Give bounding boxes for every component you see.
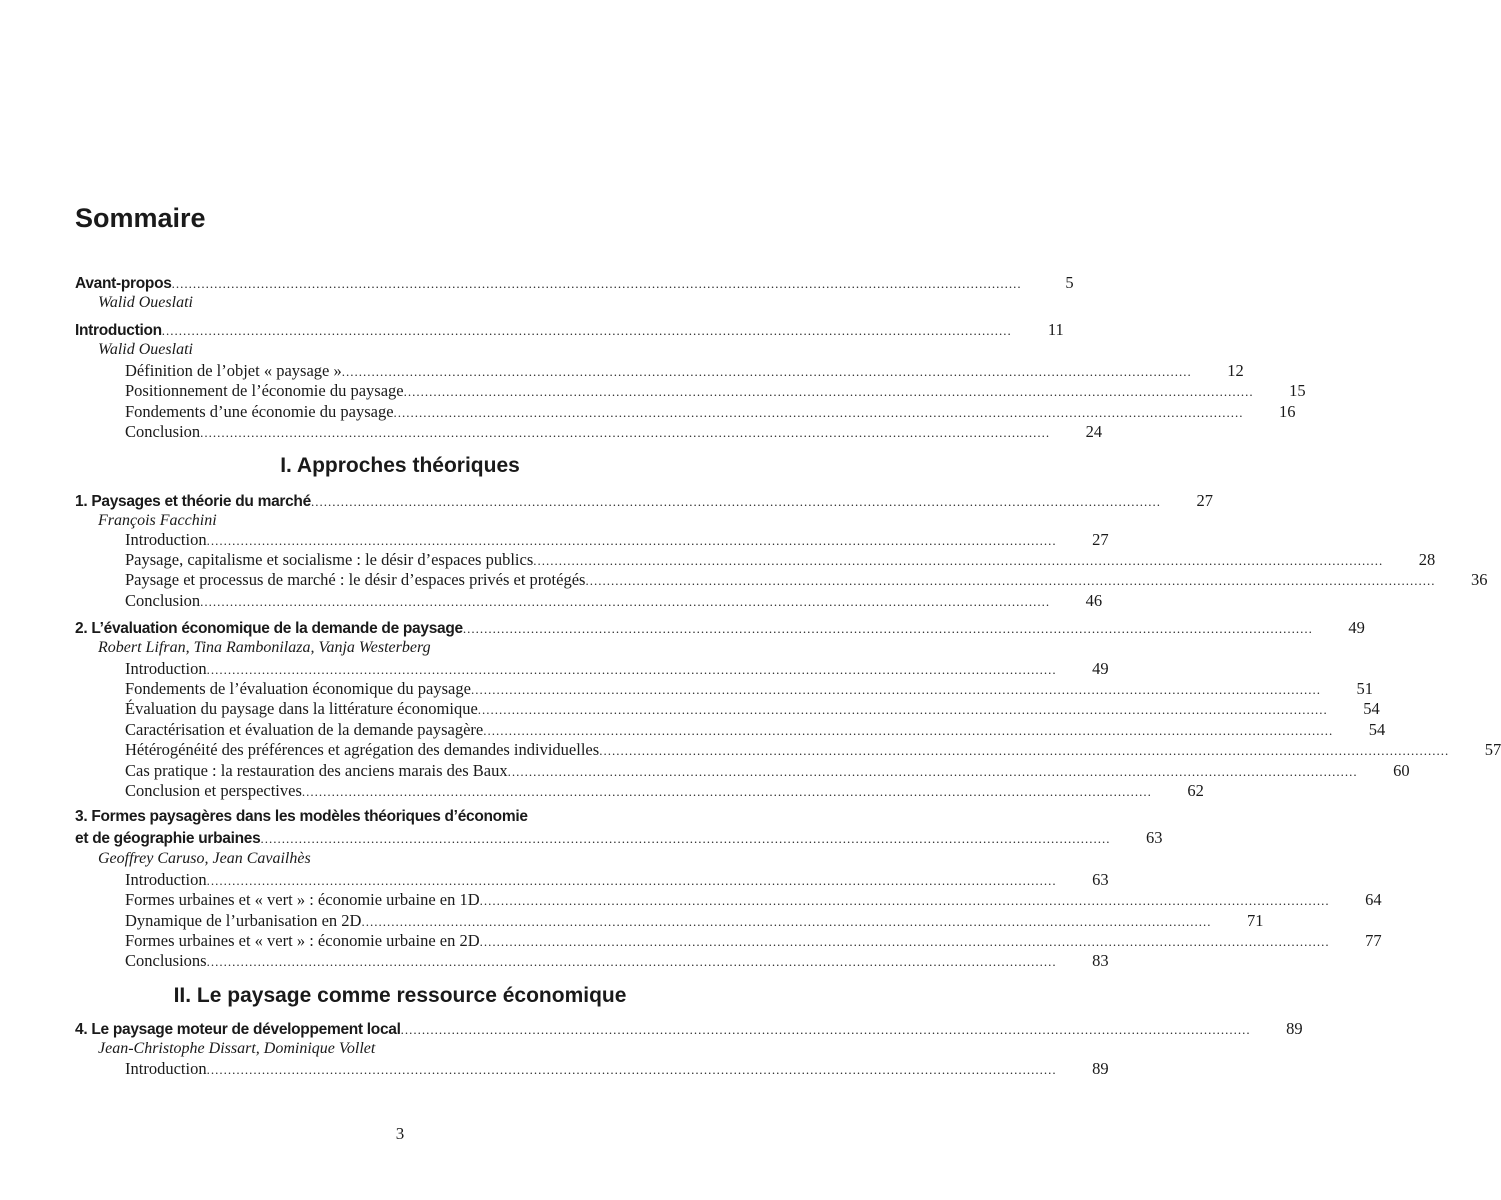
toc-subentry[interactable] — [125, 870, 1109, 890]
toc-subentry[interactable] — [125, 890, 1382, 910]
subentry-page: 15 — [1289, 381, 1306, 400]
dot-leader: ........................................................................................................................................................................................................ — [200, 425, 1051, 440]
toc-entry-chapter-2[interactable] — [75, 618, 1365, 638]
toc-subentry[interactable] — [125, 402, 1296, 422]
toc-entry-chapter-4[interactable] — [75, 1019, 1303, 1039]
entry-title: Introduction — [75, 322, 162, 339]
subentry-title: Conclusions — [125, 951, 207, 970]
subentry-page: 46 — [1085, 591, 1103, 610]
part-heading: I. Approches théoriques — [280, 454, 520, 477]
subentry-title: Introduction — [125, 870, 207, 889]
subentry-page: 49 — [1092, 659, 1109, 678]
toc-subentry[interactable] — [125, 659, 1109, 679]
toc-entry-chapter-3[interactable] — [75, 828, 1163, 848]
subentry-page: 54 — [1368, 720, 1386, 739]
subentry-title: Paysage, capitalisme et socialisme : le désir d’espaces publics — [125, 550, 534, 569]
entry-author: Geoffrey Caruso, Jean Cavailhès — [98, 850, 311, 867]
toc-subentry[interactable] — [125, 951, 1109, 971]
dot-leader: ........................................................................................................................................................................................................ — [470, 682, 1321, 697]
dot-leader: ........................................................................................................................................................................................................ — [400, 1022, 1251, 1037]
entry-author: Walid Oueslati — [98, 341, 193, 358]
part-heading: II. Le paysage comme ressource économique — [173, 984, 627, 1007]
toc-subentry[interactable] — [125, 381, 1306, 401]
entry-page: 27 — [1196, 491, 1213, 510]
subentry-page: 57 — [1484, 740, 1501, 759]
dot-leader: ........................................................................................................................................................................................................ — [479, 934, 1330, 949]
toc-entry-chapter-1[interactable] — [75, 491, 1213, 511]
toc-entry-avant-propos[interactable] — [75, 273, 1074, 293]
toc-subentry[interactable] — [125, 781, 1204, 801]
toc-subentry[interactable] — [125, 761, 1410, 781]
entry-page: 11 — [1047, 320, 1064, 339]
dot-leader: ........................................................................................................................................................................................................ — [483, 723, 1334, 738]
dot-leader: ........................................................................................................................................................................................................ — [599, 743, 1450, 758]
entry-title: 1. Paysages et théorie du marché — [75, 493, 311, 510]
dot-leader: ........................................................................................................................................................................................................ — [341, 364, 1192, 379]
dot-leader: ........................................................................................................................................................................................................ — [301, 784, 1152, 799]
subentry-page: 62 — [1187, 781, 1204, 800]
subentry-title: Conclusion — [125, 591, 201, 610]
entry-author: Walid Oueslati — [98, 294, 193, 311]
entry-page: 63 — [1145, 828, 1163, 847]
subentry-title: Dynamique de l’urbanisation en 2D — [125, 911, 362, 930]
subentry-page: 54 — [1363, 699, 1380, 718]
subentry-title: Introduction — [125, 659, 207, 678]
dot-leader: ........................................................................................................................................................................................................ — [507, 764, 1358, 779]
toc-subentry[interactable] — [125, 361, 1244, 381]
toc-subentry[interactable] — [125, 931, 1382, 951]
toc-subentry[interactable] — [125, 550, 1436, 570]
subentry-title: Définition de l’objet « paysage » — [125, 361, 342, 380]
toc-subentry[interactable] — [125, 570, 1488, 590]
dot-leader: ........................................................................................................................................................................................................ — [200, 594, 1051, 609]
toc-subentry[interactable] — [125, 422, 1103, 442]
entry-title: et de géographie urbaines — [75, 830, 261, 847]
dot-leader: ........................................................................................................................................................................................................ — [260, 831, 1111, 846]
dot-leader: ........................................................................................................................................................................................................ — [361, 914, 1212, 929]
subentry-title: Fondements de l’évaluation économique du paysage — [125, 679, 471, 698]
entry-page: 5 — [1065, 273, 1074, 292]
toc-subentry[interactable] — [125, 591, 1103, 611]
entry-title: 4. Le paysage moteur de développement local — [75, 1021, 401, 1038]
toc-entry-introduction[interactable] — [75, 320, 1064, 340]
subentry-title: Cas pratique : la restauration des anciens marais des Baux — [125, 761, 508, 780]
subentry-title: Évaluation du paysage dans la littérature économique — [125, 699, 478, 718]
subentry-page: 89 — [1092, 1059, 1109, 1078]
entry-title: 2. L’évaluation économique de la demande de paysage — [75, 620, 463, 637]
subentry-title: Positionnement de l’économie du paysage — [125, 381, 404, 400]
subentry-page: 71 — [1246, 911, 1264, 930]
subentry-title: Conclusion et perspectives — [125, 781, 302, 800]
subentry-page: 24 — [1085, 422, 1103, 441]
dot-leader: ........................................................................................................................................................................................................ — [206, 873, 1057, 888]
dot-leader: ........................................................................................................................................................................................................ — [585, 573, 1436, 588]
subentry-title: Introduction — [125, 530, 207, 549]
entry-title: Avant-propos — [75, 275, 172, 292]
entry-page: 49 — [1348, 618, 1365, 637]
subentry-page: 60 — [1393, 761, 1410, 780]
toc-subentry[interactable] — [125, 740, 1501, 760]
subentry-page: 63 — [1092, 870, 1109, 889]
subentry-title: Formes urbaines et « vert » : économie urbaine en 2D — [125, 931, 480, 950]
toc-subentry[interactable] — [125, 911, 1264, 931]
subentry-page: 27 — [1092, 530, 1109, 549]
dot-leader: ........................................................................................................................................................................................................ — [161, 323, 1012, 338]
dot-leader: ........................................................................................................................................................................................................ — [479, 893, 1330, 908]
dot-leader: ........................................................................................................................................................................................................ — [462, 621, 1313, 636]
page-title: Sommaire — [75, 203, 206, 233]
subentry-title: Conclusion — [125, 422, 201, 441]
toc-subentry[interactable] — [125, 530, 1109, 550]
subentry-page: 12 — [1227, 361, 1244, 380]
page-number: 3 — [395, 1124, 405, 1143]
dot-leader: ........................................................................................................................................................................................................ — [171, 276, 1022, 291]
toc-entry-chapter-3-line1[interactable]: 3. Formes paysagères dans les modèles théoriques d’économie — [75, 808, 528, 825]
entry-author: Jean-Christophe Dissart, Dominique Vollet — [98, 1040, 376, 1057]
subentry-title: Introduction — [125, 1059, 207, 1078]
subentry-title: Paysage et processus de marché : le désir d’espaces privés et protégés — [125, 570, 586, 589]
entry-page: 89 — [1286, 1019, 1303, 1038]
dot-leader: ........................................................................................................................................................................................................ — [206, 1062, 1057, 1077]
toc-subentry[interactable] — [125, 720, 1386, 740]
subentry-page: 36 — [1470, 570, 1488, 589]
subentry-page: 51 — [1356, 679, 1373, 698]
toc-subentry[interactable] — [125, 1059, 1109, 1079]
toc-subentry[interactable] — [125, 699, 1380, 719]
dot-leader: ........................................................................................................................................................................................................ — [477, 702, 1328, 717]
subentry-page: 28 — [1418, 550, 1436, 569]
subentry-title: Caractérisation et évaluation de la demande paysagère — [125, 720, 484, 739]
dot-leader: ........................................................................................................................................................................................................ — [206, 954, 1057, 969]
subentry-page: 77 — [1365, 931, 1382, 950]
entry-author: François Facchini — [98, 512, 217, 529]
dot-leader: ........................................................................................................................................................................................................ — [206, 533, 1057, 548]
dot-leader: ........................................................................................................................................................................................................ — [403, 384, 1254, 399]
subentry-page: 83 — [1092, 951, 1109, 970]
subentry-title: Fondements d’une économie du paysage — [125, 402, 394, 421]
subentry-page: 64 — [1365, 890, 1382, 909]
subentry-page: 16 — [1279, 402, 1296, 421]
dot-leader: ........................................................................................................................................................................................................ — [393, 405, 1244, 420]
dot-leader: ........................................................................................................................................................................................................ — [310, 494, 1161, 509]
entry-author: Robert Lifran, Tina Rambonilaza, Vanja Westerberg — [98, 639, 431, 656]
toc-subentry[interactable] — [125, 679, 1373, 699]
dot-leader: ........................................................................................................................................................................................................ — [533, 553, 1384, 568]
dot-leader: ........................................................................................................................................................................................................ — [206, 662, 1057, 677]
subentry-title: Hétérogénéité des préférences et agrégation des demandes individuelles — [125, 740, 600, 759]
subentry-title: Formes urbaines et « vert » : économie urbaine en 1D — [125, 890, 480, 909]
